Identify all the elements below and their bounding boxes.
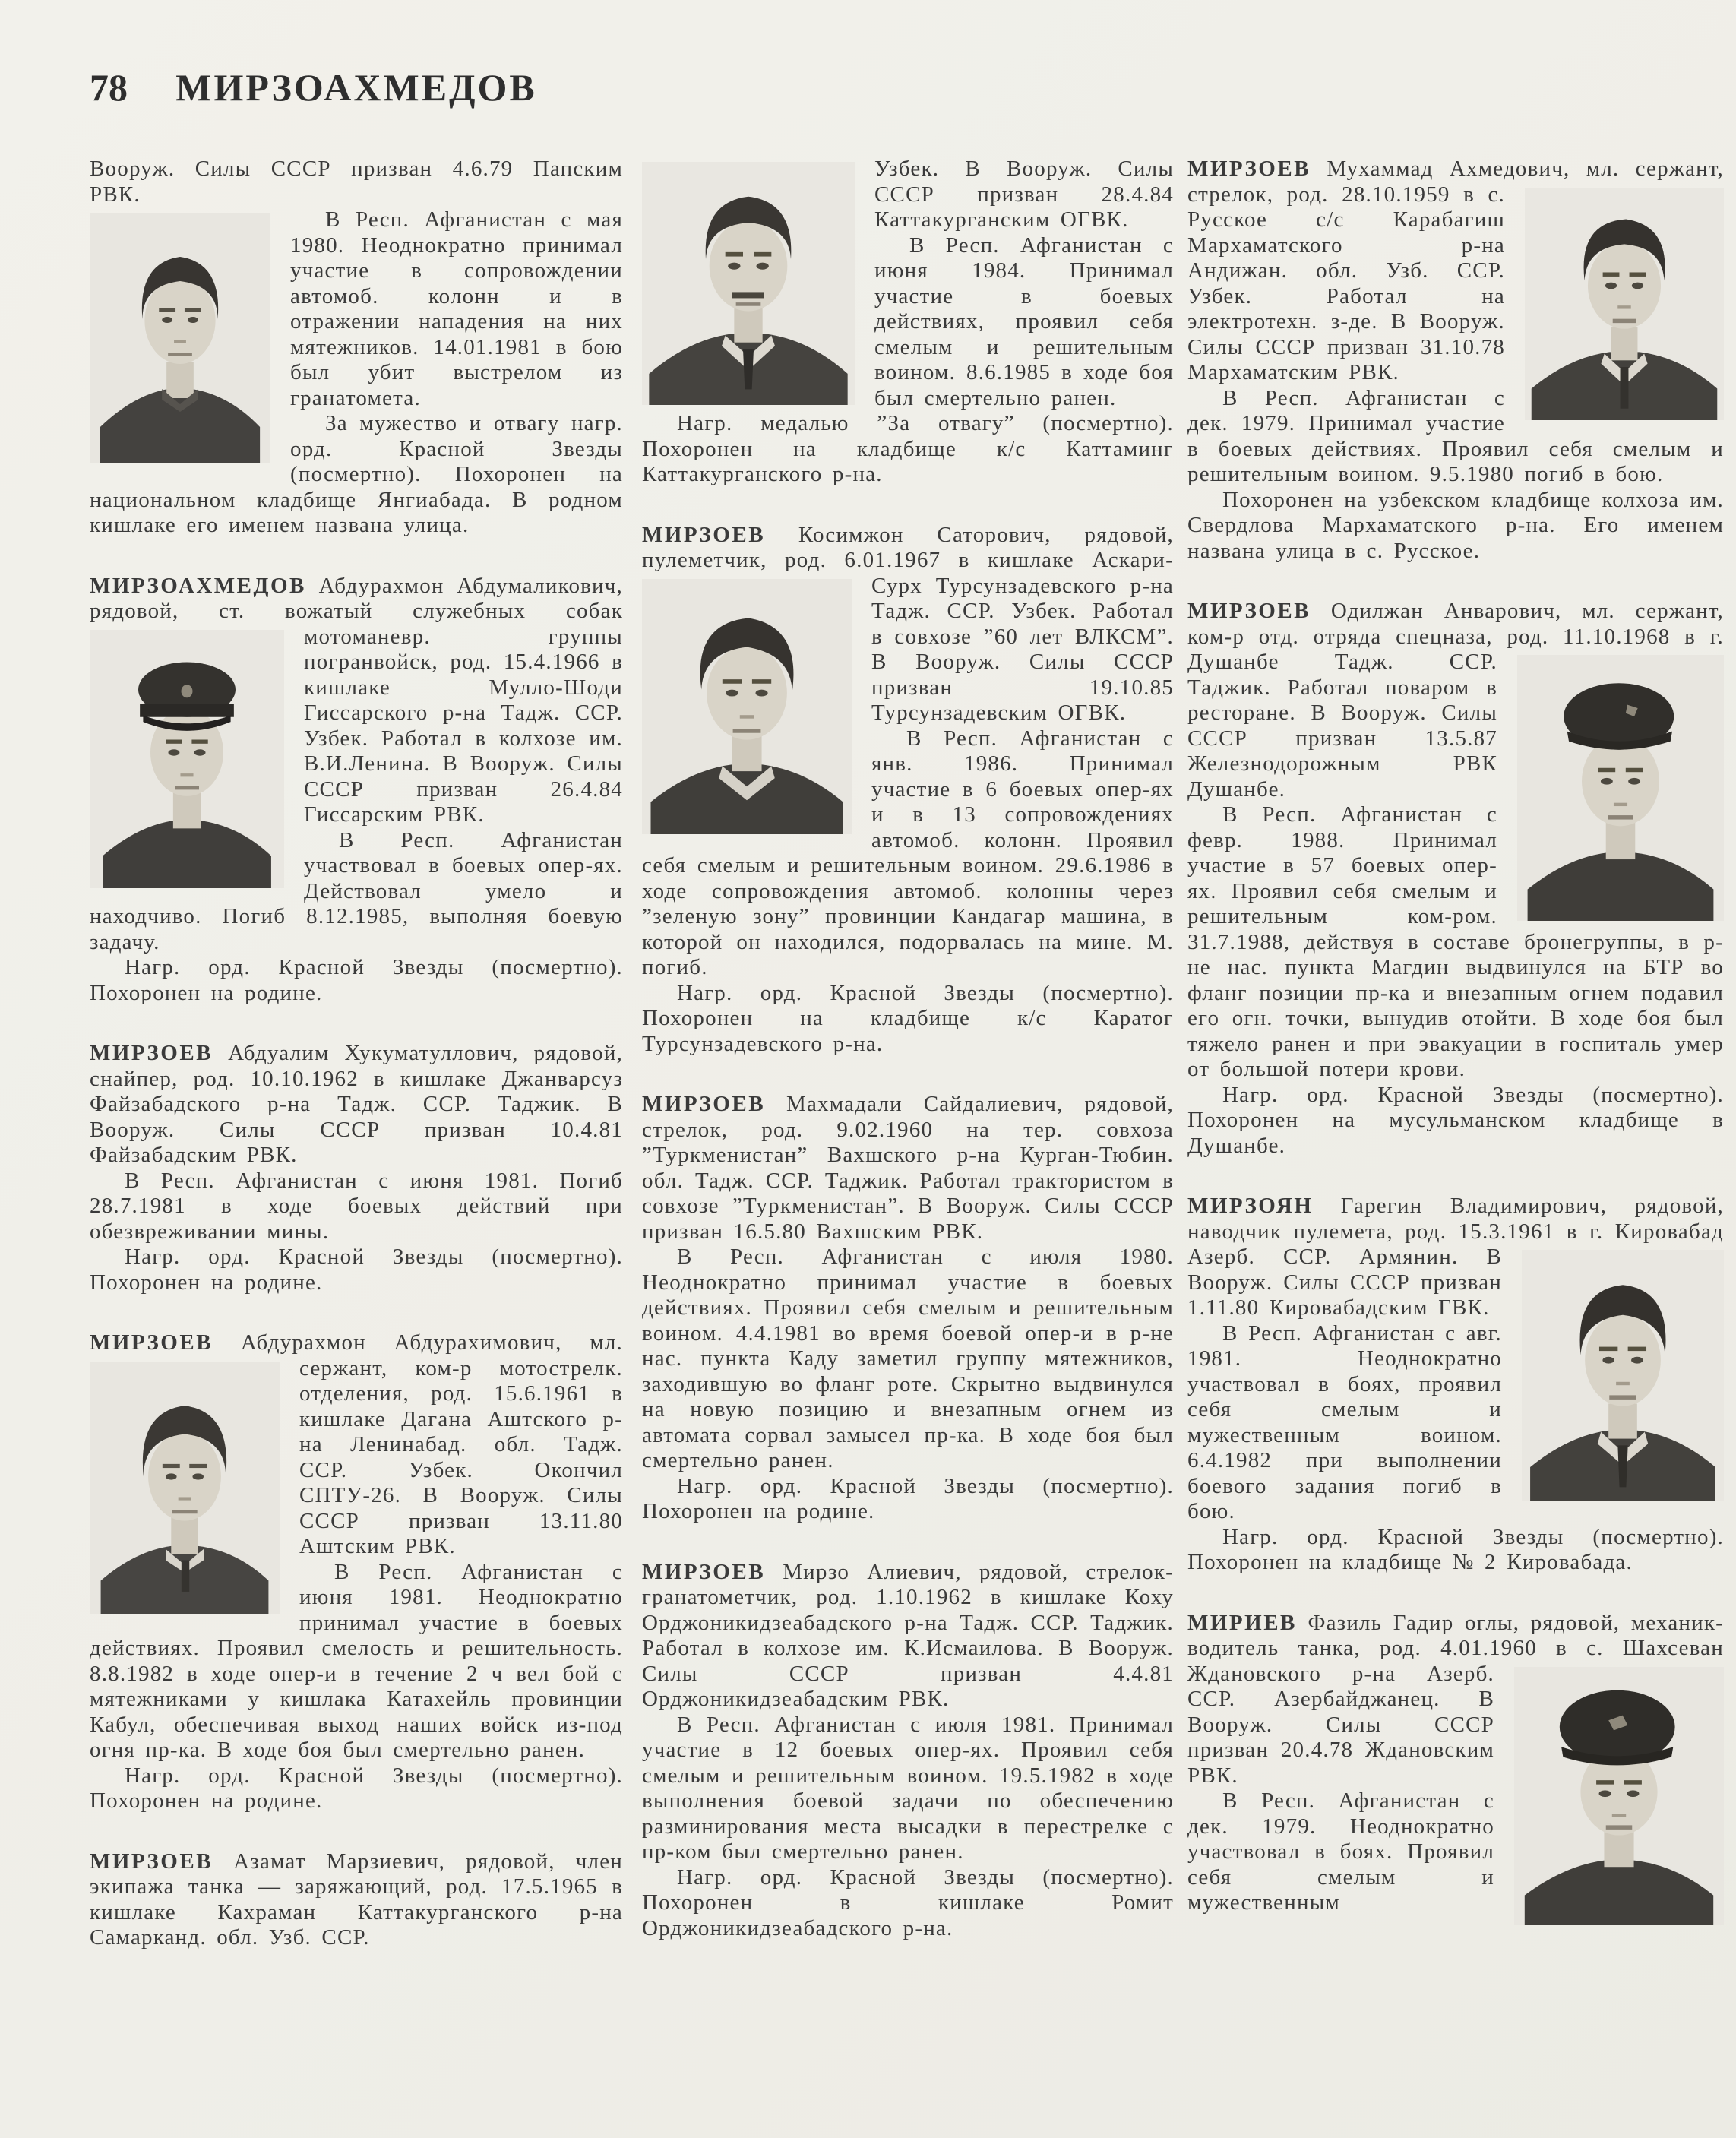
portrait-photo <box>1525 188 1724 420</box>
portrait-photo <box>1522 1250 1724 1501</box>
entry-text: В Респ. Афганистан участвовал в боевых опер-ях. Действовал умело и находчиво. Погиб 8.12.1985, выполняя боевую задачу. <box>90 827 623 954</box>
entry-mirzoev-kosimzhon <box>642 523 1174 1058</box>
portrait-photo <box>1517 655 1724 921</box>
entry-surname: МИРЗОЕВ <box>90 1330 213 1355</box>
portrait-suit-icon <box>1525 188 1724 420</box>
entry-text <box>1187 599 1724 802</box>
entry-bio-lead: Косимжон Саторович, рядовой, пулеметчик, род. 6.01.1967 в кишлаке <box>642 522 1174 572</box>
entry-bio-rest: ССР. Армянин. В Вооруж. Силы СССР призван 1.11.80 Кировабадским ГВК. <box>1187 1245 1502 1320</box>
entry-continuation-top-left <box>90 157 623 539</box>
entry-text <box>1187 1611 1724 1789</box>
entry-surname: МИРЗОЕВ <box>642 1559 766 1584</box>
entry-bio-rest: группы погранвойск, род. 15.4.1966 в кишлаке Мулло-Шоди Гиссарского р-на Тадж. ССР. Узбек. Работал в колхозе им. В.И.Ленина. В Вооруж. Силы СССР призван 26.4.84 Гиссарским РВК. <box>304 624 623 827</box>
portrait-photo <box>90 213 270 463</box>
entry-mirzoakhmedov-abdurakhmon <box>90 574 623 1007</box>
column-right <box>1187 157 1724 1931</box>
portrait-fur-hat-icon <box>1514 1667 1724 1925</box>
page-number: 78 <box>90 66 128 109</box>
entry-text: В Респ. Афганистан с янв. 1986. Принимал участие в 6 боевых опер-ях и в 13 сопровождениях автомоб. колонн. Проявил себя смелым и решительным воином. 29.6.1986 в ходе сопровождения автомоб. колонны через ”зеленую зону” провинции Кандагар машина, в которой он находился, подорвалась на мине. М. погиб. <box>642 726 1174 979</box>
entry-continuation-top-middle <box>642 157 1174 488</box>
entry-text: Нагр. орд. Красной Звезды (посмертно). Похоронен на родине. <box>90 1763 623 1813</box>
entry-bio-rest: Русское с/с Карабагиш Мархаматского р-на Андижан. обл. Узб. ССР. Узбек. Работал на электротехн. з-де. В Вооруж. Силы СССР призван 31.10.78 Мархаматским РВК. <box>1187 207 1505 384</box>
entry-text: Нагр. орд. Красной Звезды (посмертно). Похоронен в кишлаке Ромит Орджоникидзеабадского р-на. <box>642 1864 1174 1940</box>
entry-bio-lead: Гарегин Владимирович, рядовой, наводчик пулемета, род. 15.3.1961 в г. Кировабад Азерб. <box>1187 1194 1724 1269</box>
entry-text: За мужество и отвагу нагр. орд. Красной Звезды (посмертно). Похоронен на национальном кладбище Янгиабада. В родном кишлаке его именем названа улица. <box>90 411 623 537</box>
entry-surname: МИРЗОЕВ <box>1187 599 1311 623</box>
entry-surname: МИРЗОЕВ <box>642 1092 766 1116</box>
entry-text <box>1187 157 1724 386</box>
entry-bio-rest: 11.10.1968 в г. Душанбе Тадж. ССР. Таджик. Работал поваром в ресторане. В Вооруж. Силы СССР призван 13.5.87 Железнодорожным РВК Душанбе. <box>1187 624 1725 802</box>
entry-mirzoev-azamat <box>90 1849 623 1951</box>
portrait-photo <box>642 579 852 834</box>
entry-text: Нагр. орд. Красной Звезды (посмертно). Похоронен на кладбище к/с Каратог Турсунзадевского р-на. <box>642 980 1174 1056</box>
entry-surname: МИРЗОЕВ <box>1187 157 1311 181</box>
entry-bio: Махмадали Сайдалиевич, рядовой, стрелок, род. 9.02.1960 на тер. совхоза ”Туркменистан” Вахшского р-на Курган-Тюбин. обл. Тадж. ССР. Таджик. Работал трактористом в совхозе ”Туркменистан”. В Вооруж. Силы СССР призван 16.5.80 Вахшским РВК. <box>642 1092 1174 1244</box>
entry-text: В Респ. Афганистан с мая 1980. Неоднократно принимал участие в сопровождении автомоб. колонн и в отражении нападения на них мятежников. 14.01.1981 в бою был убит выстрелом из гранатомета. <box>290 207 623 410</box>
entry-text: В Респ. Афганистан с авг. 1981. Неоднократно участвовал в боях, проявил себя смелым и мужественным воином. 6.4.1982 при выполнении боевого задания погиб в бою. <box>1187 1320 1502 1523</box>
entry-text: В Респ. Афганистан с февр. 1988. Принимал участие в 57 боевых опер-ях. Проявил себя смелым и решительным ком-ром. 31.7.1988, действуя в составе бронегруппы, в р-не нас. пункта Магдин выдвинулся на БТР во фланг позиции пр-ка и внезапным огнем подавил его огн. точки, вынудив отойти. В ходе боя был тяжело ранен и при эвакуации в госпиталь умер от большой потери крови. <box>1187 802 1724 1081</box>
entry-bio: Абдуалим Хукуматуллович, рядовой, снайпер, род. 10.10.1962 в кишлаке Джанварсуз Файзабадского р-на Тадж. ССР. Таджик. В Вооруж. Силы СССР призван 10.4.81 Файзабадским РВК. <box>90 1041 623 1167</box>
entry-bio-lead: Фазиль Гадир оглы, рядовой, механик-водитель танка, род. 4.01.1960 в <box>1187 1610 1724 1660</box>
entry-mirzoev-odilzhan <box>1187 599 1724 1159</box>
entry-bio-rest: с. Шахсеван Ждановского р-на Азерб. ССР. Азербайджанец. В Вооруж. Силы СССР призван 20.4.78 Ждановским РВК. <box>1187 1636 1724 1788</box>
entry-text: В Респ. Афганистан с дек. 1979. Принимал участие в боевых действиях. Проявил себя смелым и решительным воином. 9.5.1980 погиб в бою. <box>1187 385 1724 486</box>
portrait-plain-icon <box>90 213 270 463</box>
entry-text: Нагр. орд. Красной Звезды (посмертно). Похоронен на родине. <box>90 955 623 1005</box>
column-middle <box>642 157 1174 1941</box>
entry-text: Нагр. орд. Красной Звезды (посмертно). Похоронен на мусульманском кладбище в Душанбе. <box>1187 1082 1724 1158</box>
entry-text <box>1187 1194 1724 1321</box>
entry-mirzoev-abdualim <box>90 1041 623 1295</box>
entry-text: В Респ. Афганистан с июня 1981. Погиб 28.7.1981 в ходе боевых действий при обезвреживании мины. <box>90 1168 623 1244</box>
entry-text <box>642 1092 1174 1245</box>
entry-bio-lead: Абдурахмон Абдумаликович, рядовой, ст. вожатый служебных собак мотоманевр. <box>90 573 624 649</box>
entry-mirzoev-abdurakhmon <box>90 1330 623 1814</box>
entry-text: Нагр. медалью ”За отвагу” (посмертно). Похоронен на кладбище к/с Каттаминг Каттакурганского р-на. <box>642 411 1174 486</box>
page-header <box>90 65 623 111</box>
entry-surname: МИРЗОЕВ <box>90 1849 213 1874</box>
portrait-photo <box>90 630 284 888</box>
column-left <box>90 157 623 1951</box>
portrait-photo <box>1514 1667 1724 1925</box>
entry-miriev-fazil <box>1187 1611 1724 1916</box>
portrait-suit-tie-icon <box>1522 1250 1724 1501</box>
entry-text: Нагр. орд. Красной Звезды (посмертно). Похоронен на кладбище № 2 Кировабада. <box>1187 1524 1724 1574</box>
entry-mirzoev-mirzo <box>642 1560 1174 1942</box>
entry-bio: Мирзо Алиевич, рядовой, стрелок-гранатометчик, род. 1.10.1962 в кишлаке Коху Орджоникидзеабадского р-на Тадж. ССР. Таджик. Работал в колхозе им. К.Исмаилова. В Вооруж. Силы СССР призван 4.4.81 Орджоникидзеабадским РВК. <box>642 1559 1175 1711</box>
portrait-photo <box>642 162 855 405</box>
entry-surname: МИРЗОЕВ <box>642 522 766 547</box>
portrait-beret-icon <box>1517 655 1724 921</box>
portrait-suit-mustache-icon <box>642 162 855 405</box>
portrait-plain-icon <box>90 1362 280 1614</box>
entry-bio: Азамат Марзиевич, рядовой, член экипажа танка — заряжающий, род. 17.5.1965 в кишлаке Кахраман Каттакурганского р-на Самарканд. обл. Узб. ССР. <box>90 1849 623 1950</box>
entry-text: Похоронен на узбекском кладбище колхоза им. Свердлова Мархаматского р-на. Его именем названа улица в с. Русское. <box>1187 487 1724 563</box>
entry-surname: МИРЗОАХМЕДОВ <box>90 573 306 598</box>
entry-text <box>642 523 1174 726</box>
entry-bio-lead: Абдурахмон Абдурахимович, мл. сержант, ком-р мотострелк. <box>240 1330 623 1381</box>
entry-text: Вооруж. Силы СССР призван 4.6.79 Папским РВК. <box>90 157 623 207</box>
entry-bio-rest: отделения, род. 15.6.1961 в кишлаке Дагана Аштского р-на Ленинабад. обл. Тадж. ССР. Узбек. Окончил СПТУ-26. В Вооруж. Силы СССР призван 13.11.80 Аштским РВК. <box>299 1381 623 1558</box>
entry-text: В Респ. Афганистан с июня 1981. Неоднократно принимал участие в боевых действиях. Проявил смелость и решительность. 8.8.1982 в ходе опер-и в течение 2 ч вел бой с мятежниками у кишлака Катахейль провинции Кабул, обеспечивая выход наших войск из-под огня пр-ка. В ходе боя был смертельно ранен. <box>90 1559 623 1762</box>
portrait-peaked-cap-icon <box>90 630 284 888</box>
entry-text: В Респ. Афганистан с июня 1984. Принимал участие в боевых действиях, проявил себя смелым и решительным воином. 8.6.1985 в ходе боя был смертельно ранен. <box>874 232 1174 410</box>
entry-bio-lead: Одилжан Анварович, мл. сержант, ком-р отд. отряда спецназа, род. <box>1187 599 1725 649</box>
entry-text <box>642 1560 1174 1713</box>
entry-bio-lead: Мухаммад Ахмедович, мл. сержант, стрелок, род. 28.10.1959 в с. <box>1187 157 1724 207</box>
entry-text <box>642 157 1174 233</box>
entry-text: В Респ. Афганистан с июля 1981. Принимал участие в 12 боевых опер-ях. Проявил себя смелым и решительным воином. 19.5.1982 в ходе выполнения боевой задачи по обеспечению разминирования места высадки в перестрелке с пр-ком был смертельно ранен. <box>642 1712 1174 1864</box>
entry-bio: Узбек. В Вооруж. Силы СССР призван 28.4.84 Каттакурганским ОГВК. <box>874 157 1174 232</box>
entry-text <box>90 1041 623 1169</box>
portrait-photo <box>90 1362 280 1614</box>
portrait-plain-icon <box>642 579 852 834</box>
entry-text: В Респ. Афганистан с июля 1980. Неоднократно принимал участие в боевых действиях. Проявил себя смелым и решительным воином. 4.4.1981 во время боевой опер-и в р-не нас. пункта Каду заметил группу мятежников, заходившую во фланг роте. Скрытно выдвинулся на новую позицию и внезапным огнем из автомата сорвал замысел пр-ка. В ходе боя был смертельно ранен. <box>642 1245 1174 1472</box>
entry-text <box>90 1330 623 1560</box>
entry-text: В Респ. Афганистан с дек. 1979. Неоднократно участвовал в боях. Проявил себя смелым и мужественным <box>1187 1789 1494 1915</box>
entry-text: Нагр. орд. Красной Звезды (посмертно). Похоронен на родине. <box>90 1245 623 1295</box>
entry-mirzoev-makhmadali <box>642 1092 1174 1525</box>
entry-mirzoev-mukhammad <box>1187 157 1724 564</box>
entry-text <box>90 1849 623 1951</box>
entry-surname: МИРИЕВ <box>1187 1610 1297 1635</box>
entry-mirzoyan-garegin <box>1187 1194 1724 1576</box>
entry-text: Нагр. орд. Красной Звезды (посмертно). Похоронен на родине. <box>642 1473 1174 1523</box>
entry-text <box>90 574 623 828</box>
entry-surname: МИРЗОЕВ <box>90 1041 213 1065</box>
running-title: МИРЗОАХМЕДОВ <box>175 66 537 109</box>
entry-surname: МИРЗОЯН <box>1187 1194 1314 1218</box>
entry-bio-rest: Аскари-Сурх Турсунзадевского р-на Тадж. ССР. Узбек. Работал в совхозе ”60 лет ВЛКСМ”. В Вооруж. Силы СССР призван 19.10.85 Турсунзадевским ОГВК. <box>871 548 1174 725</box>
